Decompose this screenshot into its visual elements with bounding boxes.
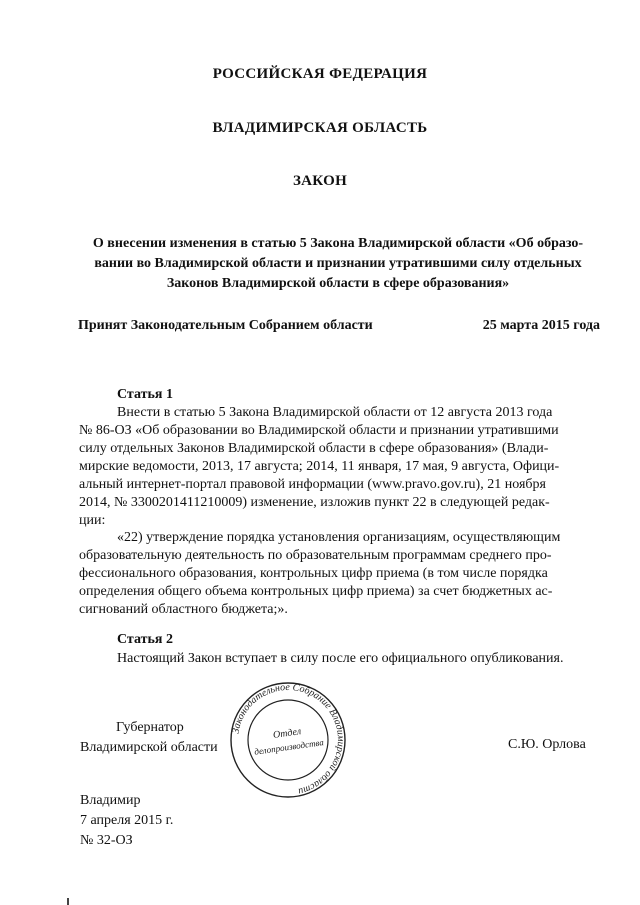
- stamp-outer-text: Законодательное Собрание Владимирской области: [230, 681, 347, 797]
- text-line: Настоящий Закон вступает в силу после его официального опубликования.: [117, 651, 564, 666]
- article1-paragraph2: [79, 529, 600, 619]
- article1-paragraph1: [79, 404, 600, 530]
- subject-line: Законов Владимирской области в сфере образования»: [166, 276, 510, 291]
- country-heading: РОССИЙСКАЯ ФЕДЕРАЦИЯ: [212, 66, 428, 82]
- adoption-line: [78, 318, 600, 334]
- text-line: мирские ведомости, 2013, 17 августа; 2014, 11 января, 17 мая, 9 августа, Офици-: [79, 459, 560, 474]
- text-line: альный интернет-портал правовой информации (www.pravo.gov.ru), 21 ноября: [79, 477, 546, 492]
- region-label: Владимирской области: [80, 740, 218, 755]
- text-line: «22) утверждение порядка установления организациям, осуществляющим: [117, 530, 561, 545]
- sign-date: 7 апреля 2015 г.: [80, 813, 174, 828]
- subject-line: О внесении изменения в статью 5 Закона Владимирской области «Об образо-: [92, 236, 584, 251]
- article2-paragraph: [79, 650, 600, 668]
- law-number: № 32-ОЗ: [80, 833, 133, 848]
- governor-label: Губернатор: [116, 720, 184, 735]
- law-subject: [78, 234, 598, 294]
- text-line: определения общего объема контрольных цифр приема) за счет бюджетных ас-: [79, 584, 553, 599]
- text-line: Внести в статью 5 Закона Владимирской области от 12 августа 2013 года: [117, 405, 553, 420]
- text-line: ции:: [79, 513, 106, 528]
- official-stamp: [228, 680, 348, 800]
- text-line: образовательную деятельность по образовательным программам среднего про-: [79, 548, 552, 563]
- text-line: № 86-ОЗ «Об образовании во Владимирской области и признании утратившими: [79, 423, 559, 438]
- city: Владимир: [80, 793, 141, 808]
- scan-margin-mark: [67, 898, 69, 905]
- adoption-body: Принят Законодательным Собранием области: [78, 318, 373, 333]
- article1-title: Статья 1: [117, 387, 173, 402]
- text-line: фессионального образования, контрольных цифр приема (в том числе порядка: [79, 566, 548, 581]
- text-line: 2014, № 3300201411210009) изменение, изложив пункт 22 в следующей редак-: [79, 495, 550, 510]
- text-line: сигнований областного бюджета;».: [79, 602, 288, 617]
- place-and-date: [80, 791, 173, 851]
- stamp-inner-line1: Отдел: [272, 726, 302, 741]
- signatory-name: С.Ю. Орлова: [508, 737, 586, 752]
- article2-title: Статья 2: [117, 632, 173, 647]
- stamp-inner-line2: делопроизводства: [253, 737, 325, 757]
- text-line: силу отдельных Законов Владимирской области в сфере образования» (Влади-: [79, 441, 549, 456]
- subject-line: вании во Владимирской области и признании утратившими силу отдельных: [94, 256, 582, 271]
- adoption-date: 25 марта 2015 года: [482, 318, 600, 333]
- doc-type-heading: ЗАКОН: [292, 173, 348, 189]
- region-heading: ВЛАДИМИРСКАЯ ОБЛАСТЬ: [212, 120, 428, 136]
